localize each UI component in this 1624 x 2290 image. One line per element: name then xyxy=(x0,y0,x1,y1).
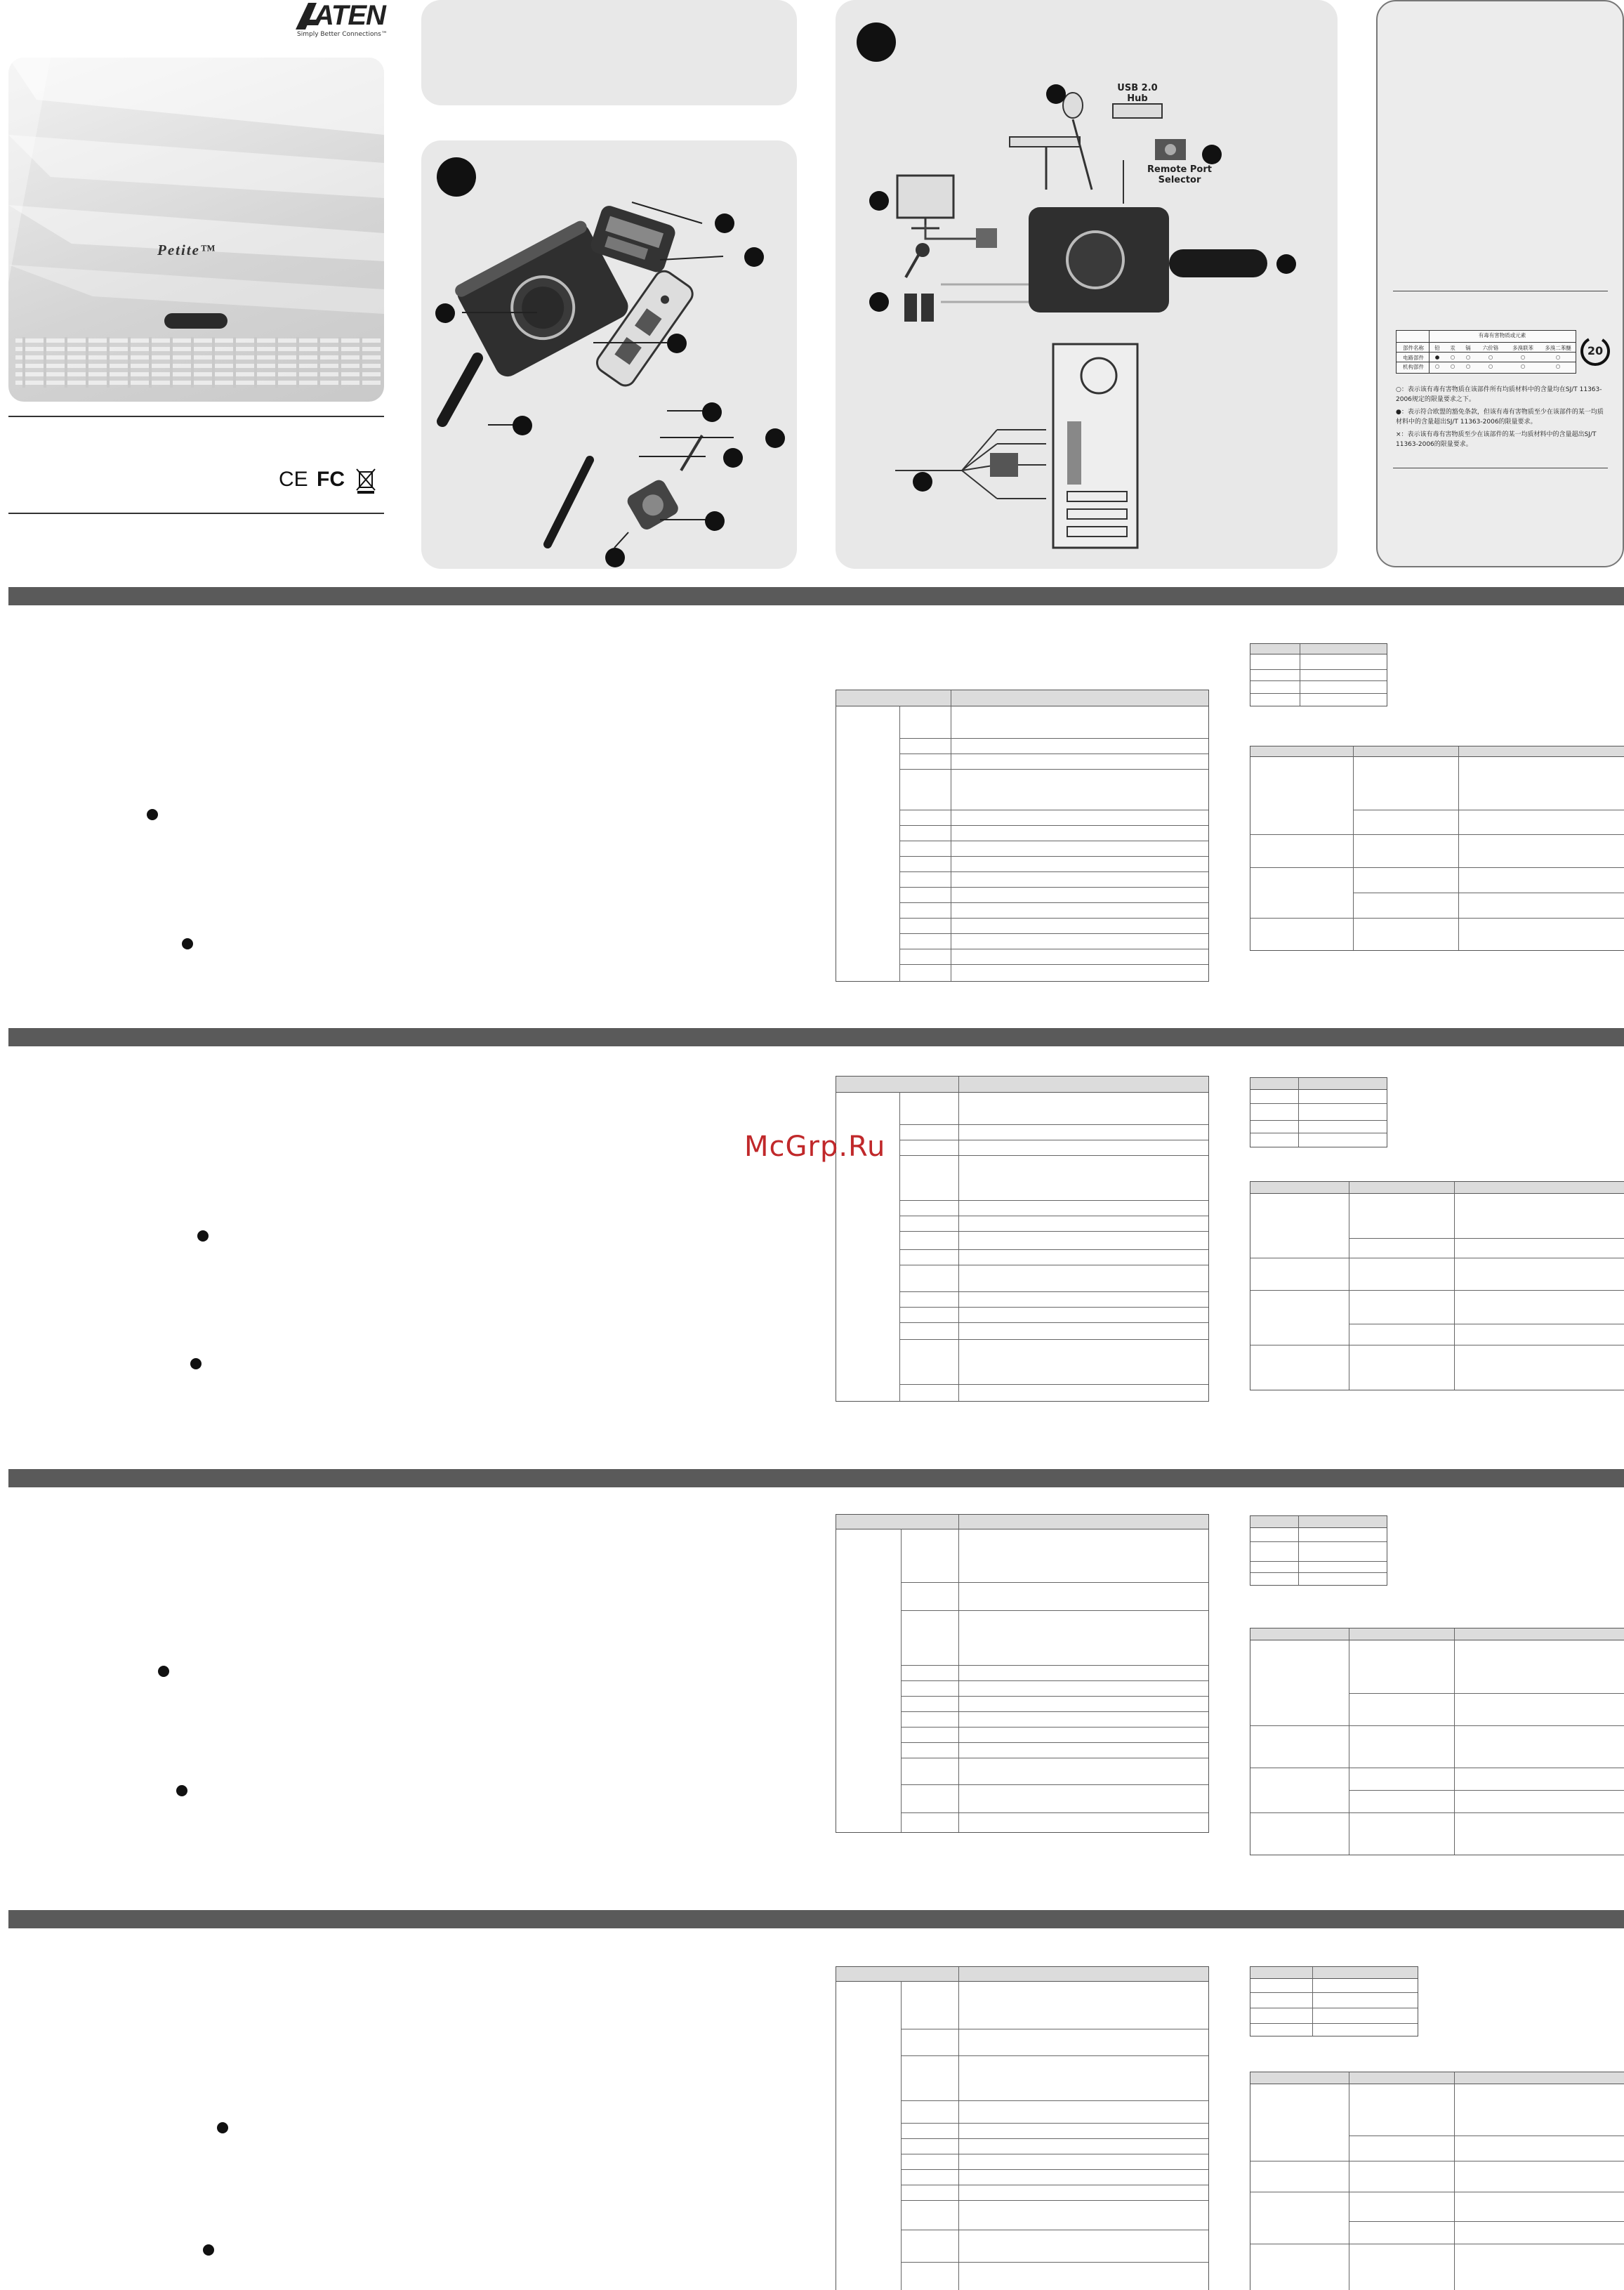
rohs-row-2-m0: ○ xyxy=(1434,363,1440,369)
rohs-row-2-m2: ○ xyxy=(1465,363,1471,369)
cover-divider-bottom xyxy=(8,513,384,514)
rohs-row-2-m4: ○ xyxy=(1520,363,1526,369)
bullet-1b xyxy=(182,938,193,949)
rohs-note-2: ●：表示符合欧盟的豁免条款，但该有毒有害物质至少在该部件的某一均质材料中的含量超出SJ/T 11363-2006的限量要求。 xyxy=(1396,409,1604,426)
rohs-col-pbde: 多溴二苯醚 xyxy=(1545,345,1571,351)
rohs-row-1-m1: ○ xyxy=(1450,354,1455,360)
section-band-1 xyxy=(8,587,1624,605)
brand-name: ATEN xyxy=(314,0,385,31)
spec-table-3 xyxy=(836,1514,1209,1833)
bullet-4a xyxy=(217,2122,228,2133)
section-band-2 xyxy=(8,1028,1624,1046)
rohs-col-cadmium: 镉 xyxy=(1465,345,1471,351)
rohs-col-pbb: 多溴联苯 xyxy=(1512,345,1533,351)
bullet-4b xyxy=(203,2244,214,2256)
callout-2 xyxy=(513,416,532,435)
callout-1 xyxy=(435,303,455,323)
cert-marks xyxy=(279,463,384,499)
remote-port-label: Remote Port Selector xyxy=(1147,164,1212,185)
callout-10 xyxy=(605,548,625,567)
callout-6 xyxy=(702,402,722,422)
callout-3 xyxy=(715,213,734,233)
weee-icon xyxy=(355,466,377,497)
ports-table-3 xyxy=(1250,1628,1624,1855)
section-band-4 xyxy=(8,1910,1624,1928)
usb-hub-label: USB 2.0 Hub xyxy=(1117,83,1158,104)
panel-installation xyxy=(836,0,1338,569)
model-badge xyxy=(164,313,227,329)
rohs-note-1: ○：表示该有毒有害物质在该部件所有均质材料中的含量均在SJ/T 11363-2006规定的限量要求之下。 xyxy=(1396,386,1602,403)
spec-table-4 xyxy=(836,1966,1209,2290)
rohs-table-title: 有毒有害物质或元素 xyxy=(1478,332,1526,338)
ce-mark: CE xyxy=(279,468,308,491)
panel-hardware-review xyxy=(421,140,797,569)
callout-b5 xyxy=(1276,254,1296,274)
bullet-2a xyxy=(197,1230,209,1242)
callout-7 xyxy=(765,428,785,448)
watermark-text: McGrp.Ru xyxy=(744,1131,886,1163)
rohs-row-2-name: 机构部件 xyxy=(1403,364,1424,370)
callout-b4 xyxy=(1202,145,1222,164)
bullet-3a xyxy=(158,1666,169,1677)
cover-art xyxy=(8,58,384,402)
rohs-row-1-name: 电路部件 xyxy=(1403,355,1424,361)
rohs-note-3: ×：表示该有毒有害物质至少在该部件的某一均质材料中的含量超出SJ/T 11363-2006的限量要求。 xyxy=(1396,431,1597,448)
rohs-col-mercury: 汞 xyxy=(1450,345,1455,351)
small-table-3 xyxy=(1250,1515,1387,1586)
aten-logo xyxy=(293,0,391,38)
callout-4 xyxy=(744,247,764,267)
callout-5 xyxy=(667,334,687,353)
rohs-row-2-m5: ○ xyxy=(1555,363,1561,369)
epup-logo xyxy=(1580,336,1611,367)
callout-b2 xyxy=(869,292,889,312)
panel-intro xyxy=(421,0,797,105)
rohs-row-1-m0: ● xyxy=(1434,354,1440,360)
rohs-row-1-m3: ○ xyxy=(1488,354,1493,360)
callout-b1 xyxy=(869,191,889,211)
rohs-table xyxy=(1396,330,1576,374)
spec-table-1 xyxy=(836,690,1209,982)
small-table-1 xyxy=(1250,643,1387,706)
spec-table-2 xyxy=(836,1076,1209,1402)
rohs-col-part: 部件名称 xyxy=(1403,345,1424,351)
cover-art-shapes xyxy=(8,58,384,402)
cover-panel xyxy=(8,0,388,534)
bullet-1a xyxy=(147,809,158,820)
bullet-3b xyxy=(176,1785,187,1796)
rohs-row-2-m1: ○ xyxy=(1450,363,1455,369)
panel-rohs xyxy=(1376,0,1624,567)
ports-table-2 xyxy=(1250,1181,1624,1390)
callout-9 xyxy=(705,511,725,531)
small-table-2 xyxy=(1250,1077,1387,1147)
installation-diagram xyxy=(836,0,1338,569)
ports-table-1 xyxy=(1250,746,1624,951)
ports-table-4 xyxy=(1250,2072,1624,2290)
petite-logo: Petite™ xyxy=(157,242,216,258)
small-table-4 xyxy=(1250,1966,1418,2036)
rohs-row-2-m3: ○ xyxy=(1488,363,1493,369)
rohs-col-lead: 铅 xyxy=(1434,345,1440,351)
callout-8 xyxy=(723,448,743,468)
rohs-row-1-m5: ○ xyxy=(1555,354,1561,360)
rohs-row-1-m2: ○ xyxy=(1465,354,1471,360)
bullet-2b xyxy=(190,1358,202,1369)
callout-b6 xyxy=(913,472,932,492)
cover-divider-top xyxy=(8,416,384,417)
fcc-mark: FC xyxy=(317,468,345,491)
rohs-row-1-m4: ○ xyxy=(1520,354,1526,360)
rohs-col-chromium: 六价铬 xyxy=(1482,345,1499,351)
epup-years: 20 xyxy=(1587,344,1604,357)
switch-diagram xyxy=(421,140,797,569)
brand-tagline: Simply Better Connections™ xyxy=(297,31,388,38)
section-band-3 xyxy=(8,1469,1624,1487)
callout-b3 xyxy=(1046,84,1066,104)
